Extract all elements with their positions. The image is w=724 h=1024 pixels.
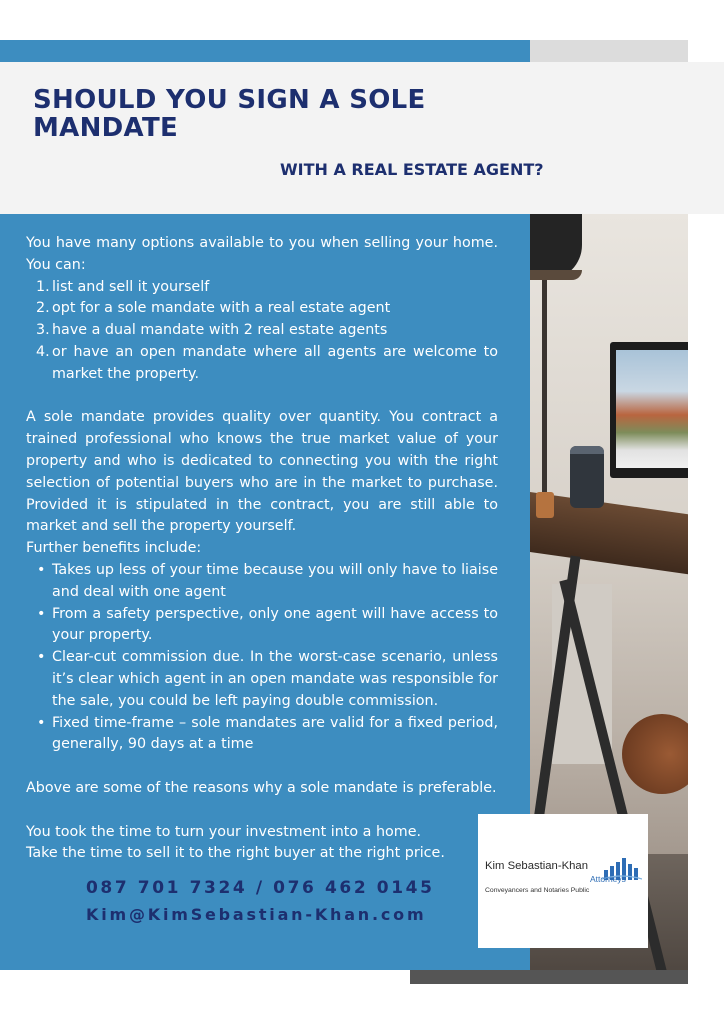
logo-name: Kim Sebastian-Khan: [485, 860, 588, 872]
list-item-text: have a dual mandate with 2 real estate agents: [52, 322, 388, 339]
bullet-icon: •: [37, 714, 46, 731]
list-item-text: list and sell it yourself: [52, 278, 210, 295]
list-item: [26, 604, 498, 648]
list-item: [26, 560, 498, 604]
benefits-list: [26, 560, 498, 756]
list-item: [26, 298, 498, 320]
body-text: [26, 233, 498, 865]
list-item-text: From a safety perspective, only one agent will have access to your property.: [52, 605, 498, 644]
page-subtitle: WITH A REAL ESTATE AGENT?: [280, 160, 544, 179]
intro-paragraph: You have many options available to you when selling your home. You can:: [26, 235, 498, 273]
photo-stool: [622, 714, 688, 794]
list-item: [26, 277, 498, 299]
page-title: SHOULD YOU SIGN A SOLE MANDATE: [33, 85, 426, 143]
list-number: 1.: [36, 278, 50, 295]
list-item-text: or have an open mandate where all agents are welcome to market the property.: [52, 343, 498, 382]
list-number: 2.: [36, 300, 50, 317]
top-accent-strip: [0, 40, 530, 62]
bullet-icon: •: [37, 649, 46, 666]
spacer: [26, 386, 498, 408]
logo-role: Attorneys: [590, 874, 626, 884]
photo-speaker: [570, 446, 604, 508]
list-number: 4.: [36, 343, 50, 360]
list-item-text: Clear-cut commission due. In the worst-case scenario, unless it’s clear which agent in an open mandate was responsible for the sale, you could be left paying double commission.: [52, 649, 498, 709]
top-grey-strip: [530, 40, 688, 62]
sole-mandate-paragraph: A sole mandate provides quality over quantity. You contract a trained professional who knows the true market value of your property and who is dedicated to connecting you with the right selection of potential buyers who are in the market to purchase. Provided it is stipulated in the contract, you are still able to market and sell the property yourself.: [26, 409, 498, 535]
list-item-text: Takes up less of your time because you will only have to liaise and deal with one agent: [52, 561, 498, 600]
list-item-text: Fixed time-frame – sole mandates are valid for a fixed period, generally, 90 days at a time: [52, 714, 498, 753]
photo-monitor-screen: [616, 350, 688, 468]
bullet-icon: •: [37, 561, 46, 578]
photo-cup: [536, 492, 554, 518]
list-item: [26, 713, 498, 757]
benefits-lead: Further benefits include:: [26, 540, 202, 557]
bottom-grey-strip: [410, 970, 688, 984]
list-item: [26, 320, 498, 342]
closing-line-2: Take the time to sell it to the right buyer at the right price.: [26, 845, 445, 862]
contact-phone: 087 701 7324 / 076 462 0145: [86, 878, 435, 898]
spacer: [26, 756, 498, 778]
list-item: [26, 647, 498, 712]
photo-speaker-top: [570, 446, 604, 454]
list-item: [26, 342, 498, 386]
bullet-icon: •: [37, 605, 46, 622]
conclusion-paragraph: Above are some of the reasons why a sole mandate is preferable.: [26, 779, 497, 796]
photo-lamp-rim: [530, 270, 582, 280]
options-list: [26, 277, 498, 386]
list-item-text: opt for a sole mandate with a real estate agent: [52, 300, 391, 317]
list-number: 3.: [36, 322, 50, 339]
spacer: [26, 800, 498, 822]
contact-email: Kim@KimSebastian-Khan.com: [86, 905, 427, 924]
logo-tagline: Conveyancers and Notaries Public: [485, 887, 590, 894]
closing-line-1: You took the time to turn your investment into a home.: [26, 823, 422, 840]
